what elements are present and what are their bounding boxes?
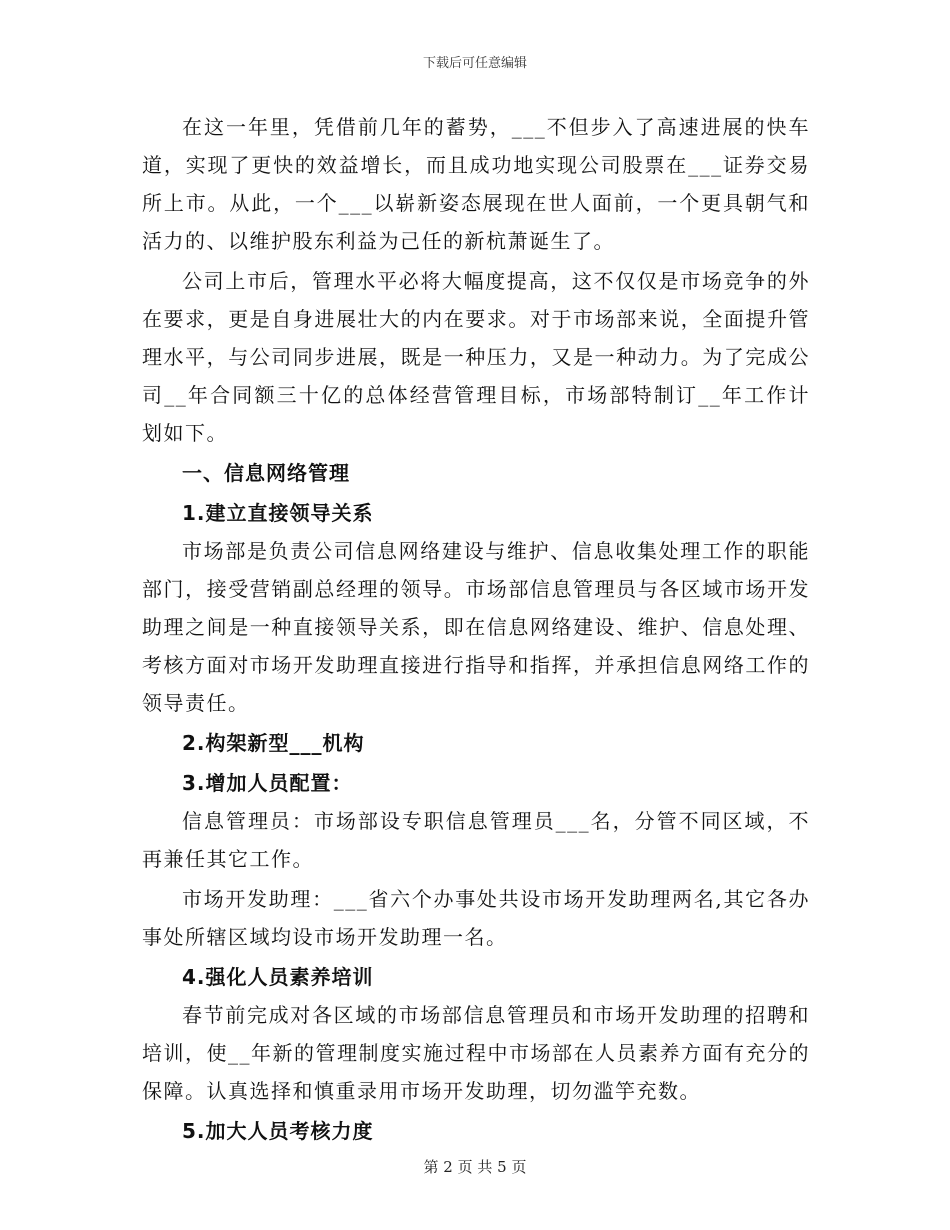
- paragraph-plan: 公司上市后，管理水平必将大幅度提高，这不仅仅是市场竞争的外在要求，更是自身进展壮大的内在要求。对于市场部来说，全面提升管理水平，与公司同步进展，既是一种压力，又是一种动力。为了完成公司__年合同额三十亿的总体经营管理目标，市场部特制订__年工作计划如下。: [142, 269, 810, 445]
- paragraph-training: 春节前完成对各区域的市场部信息管理员和市场开发助理的招聘和培训，使__年新的管理制度实施过程中市场部在人员素养方面有充分的保障。认真选择和慎重录用市场开发助理，切勿滥竽充数。: [142, 1003, 810, 1103]
- paragraph-market-assistant: 市场开发助理：___省六个办事处共设市场开发助理两名,其它各办事处所辖区域均设市场开发助理一名。: [142, 887, 810, 949]
- subheading-new-structure: 2.构架新型___机构: [182, 731, 365, 755]
- subheading-staffing: 3.增加人员配置：: [182, 771, 353, 795]
- section-heading-info-network: 一、信息网络管理: [182, 461, 350, 485]
- subheading-leadership: 1.建立直接领导关系: [182, 501, 374, 525]
- subheading-assessment: 5.加大人员考核力度: [182, 1119, 374, 1143]
- page-footer: 第 2 页 共 5 页: [423, 1158, 527, 1176]
- paragraph-info-manager: 信息管理员：市场部设专职信息管理员___名，分管不同区域，不再兼任其它工作。: [142, 809, 810, 871]
- subheading-training: 4.强化人员素养培训: [182, 965, 374, 989]
- page-header: 下载后可任意编辑: [422, 56, 527, 71]
- document-body: [142, 108, 810, 1150]
- paragraph-leadership: 市场部是负责公司信息网络建设与维护、信息收集处理工作的职能部门，接受营销副总经理的领导。市场部信息管理员与各区域市场开发助理之间是一种直接领导关系，即在信息网络建设、维护、信息处理、考核方面对市场开发助理直接进行指导和指挥，并承担信息网络工作的领导责任。: [142, 539, 810, 715]
- paragraph-intro: 在这一年里，凭借前几年的蓄势，___不但步入了高速进展的快车道，实现了更快的效益增长，而且成功地实现公司股票在___证券交易所上市。从此，一个___以崭新姿态展现在世人面前，一个更具朝气和活力的、以维护股东利益为己任的新杭萧诞生了。: [142, 115, 810, 253]
